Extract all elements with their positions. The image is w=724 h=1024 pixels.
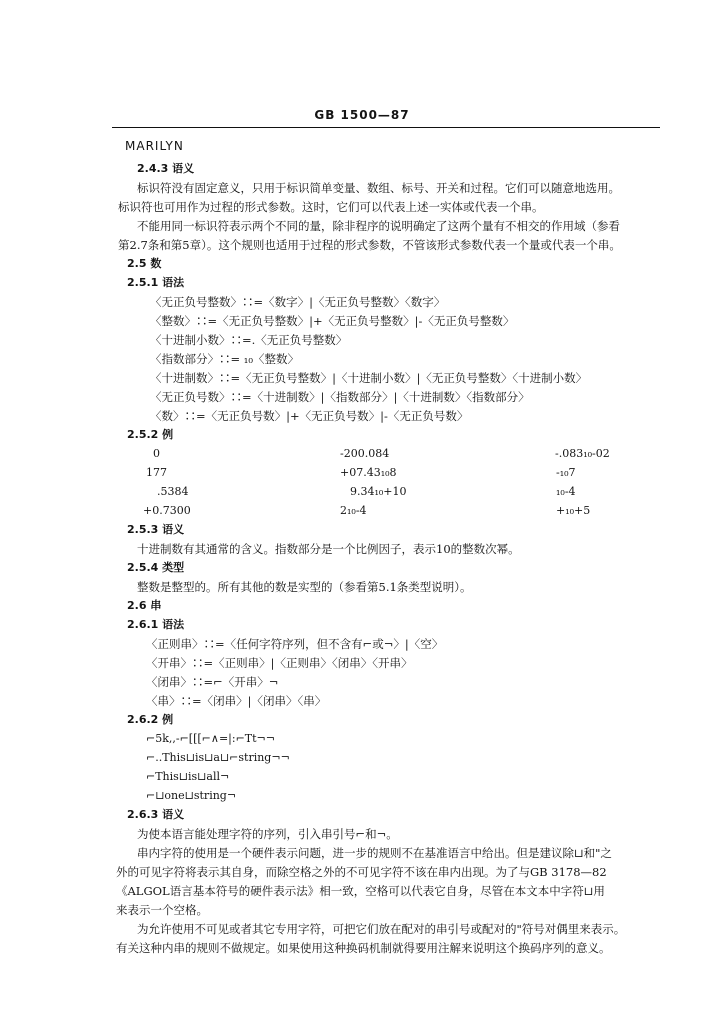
section-heading: 2.6 串 (127, 599, 162, 612)
example-number: +0.7300 (143, 504, 191, 517)
grammar-rule: 〈闭串〉∷=⌐〈开串〉¬ (146, 675, 279, 689)
section-heading: 2.6.3 语义 (127, 808, 185, 821)
grammar-rule: 〈十进制数〉∷=〈无正负号整数〉|〈十进制小数〉|〈无正负号整数〉〈十进制小数〉 (150, 371, 588, 385)
string-example: ⌐..This⊔is⊔a⊔⌐string¬¬ (146, 751, 290, 764)
section-heading: 2.6.1 语法 (127, 618, 185, 631)
text-line: 外的可见字符将表示其自身，而除空格之外的不可见字符不该在串内出现。为了与GB 3178—82 (116, 865, 607, 879)
text-line: 不能用同一标识符表示两个不同的量，除非程序的说明确定了这两个量有不相交的作用域（参看 (137, 219, 620, 233)
example-number: -₁₀7 (556, 466, 576, 479)
grammar-rule: 〈指数部分〉∷= ₁₀〈整数〉 (150, 352, 300, 366)
section-heading: 2.5.2 例 (127, 428, 174, 441)
example-number: +07.43₁₀8 (340, 466, 397, 479)
text-line: 标识符没有固定意义，只用于标识简单变量、数组、标号、开关和过程。它们可以随意地选用。 (137, 181, 620, 195)
text-line: 有关这种内串的规则不做规定。如果使用这种换码机制就得要用注解来说明这个换码序列的意义。 (116, 941, 611, 955)
string-example: ⌐5k,,-⌐[[[⌐∧=|:⌐Tt¬¬ (146, 732, 275, 745)
text-line: MARILYN (125, 139, 184, 153)
example-number: ₁₀-4 (556, 485, 576, 498)
section-heading: 2.5 数 (127, 257, 162, 270)
example-number: 0 (153, 447, 160, 460)
section-heading: 2.5.3 语义 (127, 523, 185, 536)
text-line: 《ALGOL语言基本符号的硬件表示法》相一致，空格可以代表它自身，尽管在本文本中字符⊔用 (116, 884, 605, 898)
example-number: -.083₁₀-02 (555, 447, 610, 460)
example-number: 177 (146, 466, 167, 479)
text-line: 第2.7条和第5章）。这个规则也适用于过程的形式参数，不管该形式参数代表一个量或代表一个串。 (118, 238, 621, 252)
grammar-rule: 〈无正负号整数〉∷=〈数字〉|〈无正负号整数〉〈数字〉 (150, 295, 446, 309)
section-heading: 2.5.1 语法 (127, 276, 185, 289)
section-heading: 2.6.2 例 (127, 713, 174, 726)
example-number: +₁₀+5 (556, 504, 591, 517)
text-line: 串内字符的使用是一个硬件表示问题，进一步的规则不在基准语言中给出。但是建议除⊔和"之 (137, 846, 612, 860)
string-example: ⌐This⊔is⊔all¬ (146, 770, 230, 783)
grammar-rule: 〈开串〉∷=〈正则串〉|〈正则串〉〈闭串〉〈开串〉 (146, 656, 413, 670)
text-line: 标识符也可用作为过程的形式参数。这时，它们可以代表上述一实体或代表一个串。 (118, 200, 544, 214)
section-heading: 2.5.4 类型 (127, 561, 185, 574)
text-line: 十进制数有其通常的含义。指数部分是一个比例因子，表示10的整数次幂。 (137, 542, 520, 556)
section-heading: 2.4.3 语义 (137, 162, 195, 175)
page-header-title: GB 1500—87 (314, 108, 410, 122)
example-number: .5384 (157, 485, 189, 498)
text-line: 来表示一个空格。 (116, 903, 208, 917)
grammar-rule: 〈十进制小数〉∷=.〈无正负号整数〉 (150, 333, 348, 347)
header-rule (112, 127, 660, 128)
string-example: ⌐⊔one⊔string¬ (146, 789, 237, 802)
text-line: 为使本语言能处理字符的序列，引入串引号⌐和¬。 (137, 827, 398, 841)
example-number: 2₁₀-4 (340, 504, 367, 517)
example-number: -200.084 (340, 447, 390, 460)
grammar-rule: 〈无正负号数〉∷=〈十进制数〉|〈指数部分〉|〈十进制数〉〈指数部分〉 (150, 390, 530, 404)
text-line: 整数是整型的。所有其他的数是实型的（参看第5.1条类型说明）。 (137, 580, 472, 594)
example-number: 9.34₁₀+10 (350, 485, 407, 498)
grammar-rule: 〈串〉∷=〈闭串〉|〈闭串〉〈串〉 (146, 694, 327, 708)
text-line: 为允许使用不可见或者其它专用字符，可把它们放在配对的串引号或配对的"符号对偶里来表示。 (137, 922, 626, 936)
grammar-rule: 〈数〉∷=〈无正负号数〉|+〈无正负号数〉|-〈无正负号数〉 (150, 409, 469, 423)
grammar-rule: 〈正则串〉∷=〈任何字符序列，但不含有⌐或¬〉|〈空〉 (146, 637, 444, 651)
grammar-rule: 〈整数〉∷=〈无正负号整数〉|+〈无正负号整数〉|-〈无正负号整数〉 (150, 314, 515, 328)
